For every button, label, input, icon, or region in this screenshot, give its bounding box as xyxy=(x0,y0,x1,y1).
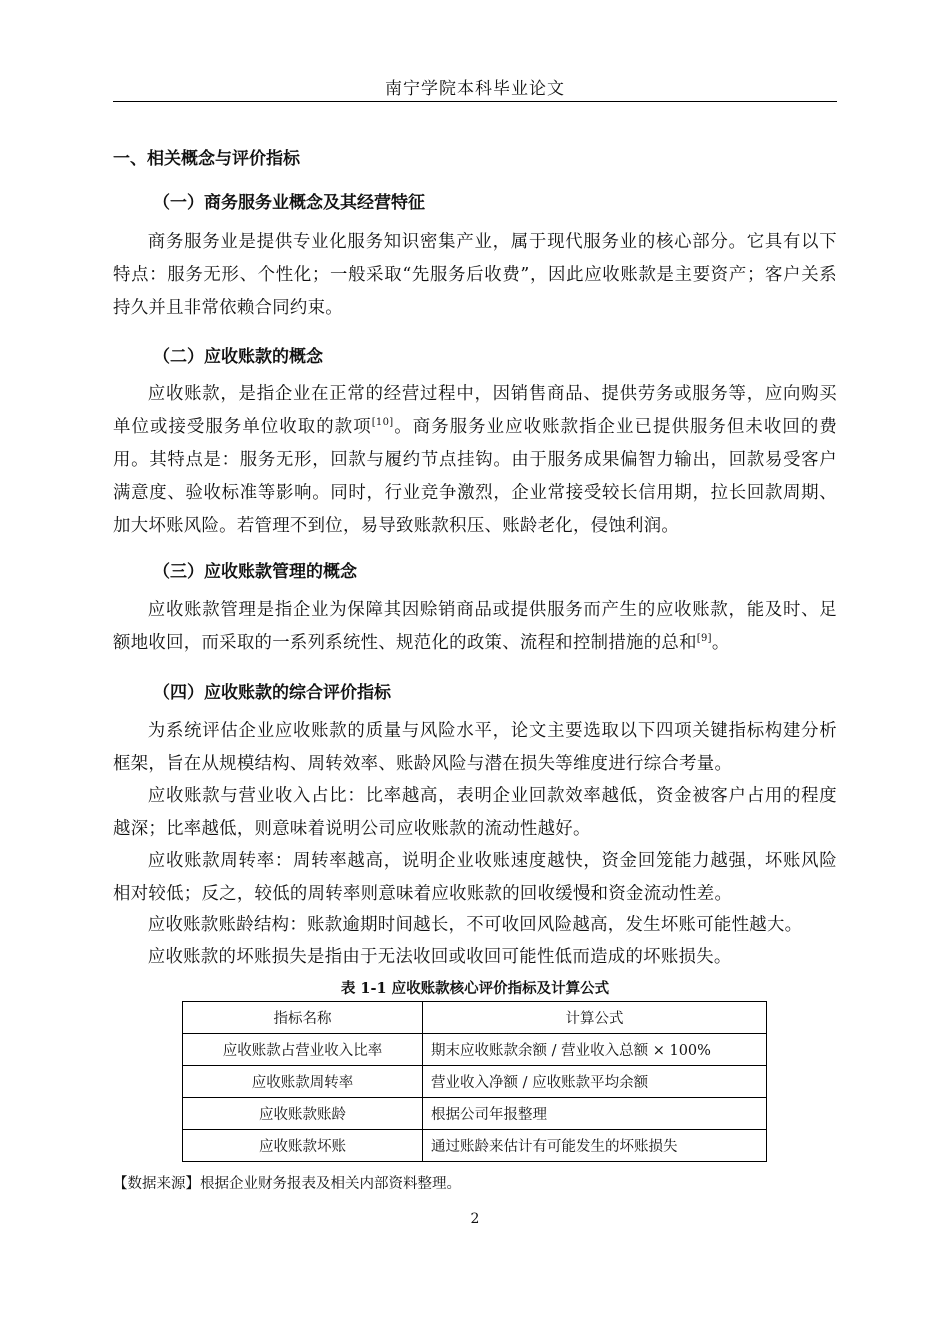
table-cell-indicator: 应收账款周转率 xyxy=(183,1066,423,1098)
table-row xyxy=(183,1034,767,1066)
subsection-2-paragraph xyxy=(113,378,837,543)
subsection-2-title: （二）应收账款的概念 xyxy=(153,347,323,367)
data-source-note: 【数据来源】根据企业财务报表及相关内部资料整理。 xyxy=(113,1176,461,1192)
table-row xyxy=(183,1098,767,1130)
indicator-ratio-paragraph: 应收账款与营业收入占比：比率越高，表明企业回款效率越低，资金被客户占用的程度越深；比率越低，则意味着说明公司应收账款的流动性越好。 xyxy=(113,786,837,839)
subsection-1-paragraph: 商务服务业是提供专业化服务知识密集产业，属于现代服务业的核心部分。它具有以下特点：服务无形、个性化；一般采取“先服务后收费”，因此应收账款是主要资产；客户关系持久并且非常依赖合同约束。 xyxy=(113,232,837,318)
running-header: 南宁学院本科毕业论文 xyxy=(385,79,565,99)
table-cell-indicator: 应收账款账龄 xyxy=(183,1098,423,1130)
section-title: 一、相关概念与评价指标 xyxy=(113,149,300,169)
table-cell-formula: 通过账龄来估计有可能发生的坏账损失 xyxy=(423,1130,767,1162)
table-caption: 表 1-1 应收账款核心评价指标及计算公式 xyxy=(340,980,610,997)
table-header-cell: 指标名称 xyxy=(183,1002,423,1034)
citation-ref: [10] xyxy=(371,417,394,429)
table-row xyxy=(183,1130,767,1162)
subsection-3-title: （三）应收账款管理的概念 xyxy=(153,562,357,582)
header-rule xyxy=(113,101,837,102)
table-cell-indicator: 应收账款占营业收入比率 xyxy=(183,1034,423,1066)
paragraph-text: 。商务服务业应收账款指企业已提供服务但未收回的费用。其特点是：服务无形，回款与履约节点挂钩。由于服务成果偏智力输出，回款易受客户满意度、验收标准等影响。同时，行业竞争激烈，企业常接受较长信用期，拉长回款周期、加大坏账风险。若管理不到位，易导致账款积压、账龄老化，侵蚀利润。 xyxy=(113,417,838,536)
table-header-cell: 计算公式 xyxy=(423,1002,767,1034)
paragraph-text: 。 xyxy=(711,633,730,653)
paragraph-text: 应收账款管理是指企业为保障其因赊销商品或提供服务而产生的应收账款，能及时、足额地收回，而采取的一系列系统性、规范化的政策、流程和控制措施的总和 xyxy=(113,600,837,653)
indicator-table xyxy=(182,1001,767,1162)
page-number: 2 xyxy=(470,1211,480,1227)
subsection-4-paragraph-intro: 为系统评估企业应收账款的质量与风险水平，论文主要选取以下四项关键指标构建分析框架，旨在从规模结构、周转效率、账龄风险与潜在损失等维度进行综合考量。 xyxy=(113,721,837,774)
indicator-aging-paragraph: 应收账款账龄结构：账款逾期时间越长，不可收回风险越高，发生坏账可能性越大。 xyxy=(147,915,803,935)
subsection-4-title: （四）应收账款的综合评价指标 xyxy=(153,683,391,703)
indicator-baddebt-paragraph: 应收账款的坏账损失是指由于无法收回或收回可能性低而造成的坏账损失。 xyxy=(147,947,732,967)
subsection-1-title: （一）商务服务业概念及其经营特征 xyxy=(153,193,425,213)
table-header-row xyxy=(183,1002,767,1034)
table-cell-indicator: 应收账款坏账 xyxy=(183,1130,423,1162)
citation-ref: [9] xyxy=(696,633,712,645)
indicator-turnover-paragraph: 应收账款周转率：周转率越高，说明企业收账速度越快，资金回笼能力越强，坏账风险相对较低；反之，较低的周转率则意味着应收账款的回收缓慢和资金流动性差。 xyxy=(113,851,837,904)
table-cell-formula: 根据公司年报整理 xyxy=(423,1098,767,1130)
subsection-3-paragraph xyxy=(113,594,837,660)
table-row xyxy=(183,1066,767,1098)
paragraph-text: 应收账款，是指企业在正常的经营过程中，因销售商品、提供劳务或服务等，应向购买单位或接受服务单位收取的款项 xyxy=(113,384,837,437)
table-cell-formula: 期末应收账款余额 / 营业收入总额 × 100% xyxy=(423,1034,767,1066)
table-cell-formula: 营业收入净额 / 应收账款平均余额 xyxy=(423,1066,767,1098)
